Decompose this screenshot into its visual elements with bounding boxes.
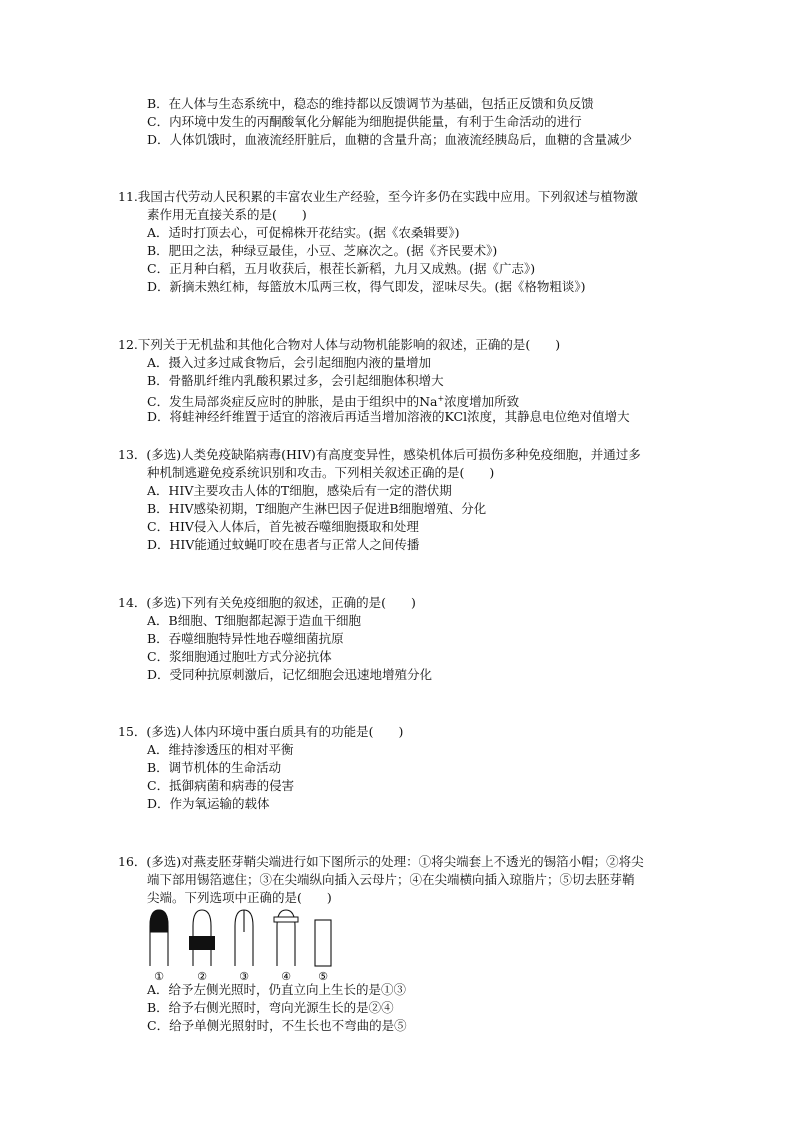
- q16-stem-line2: 端下部用锡箔遮住；③在尖端纵向插入云母片；④在尖端横向插入琼脂片；⑤切去胚芽鞘: [147, 872, 635, 887]
- q14-option-b: B．吞噬细胞特异性地吞噬细菌抗原: [147, 631, 344, 646]
- coleoptile-2-foil-band: [189, 910, 215, 966]
- prev-option-b: B．在人体与生态系统中，稳态的维持都以反馈调节为基础，包括正反馈和负反馈: [147, 96, 594, 111]
- coleoptile-3-mica-vertical: [235, 910, 253, 966]
- q15-option-d: D．作为氧运输的载体: [147, 796, 270, 811]
- q16-stem-line3: 尖端。下列选项中正确的是( ): [147, 890, 332, 905]
- q14-option-d: D．受同种抗原刺激后，记忆细胞会迅速地增殖分化: [147, 667, 433, 682]
- q12-option-c-superscript: +: [437, 394, 445, 403]
- q12-option-a: A．摄入过多过咸食物后，会引起细胞内液的量增加: [147, 355, 432, 370]
- q16-option-a: A．给予左侧光照时，仍直立向上生长的是①③: [147, 982, 407, 997]
- q15-option-b: B．调节机体的生命活动: [147, 760, 282, 775]
- q15-stem-line1: 15．(多选)人体内环境中蛋白质具有的功能是( ): [118, 724, 404, 739]
- q13-stem-line2: 种机制逃避免疫系统识别和攻击。下列相关叙述正确的是( ): [147, 465, 495, 480]
- q13-stem-line1: 13．(多选)人类免疫缺陷病毒(HIV)有高度变异性，感染机体后可损伤多种免疫细胞，并通过多: [118, 447, 641, 462]
- figure-label-3: ③: [239, 970, 249, 983]
- q14-stem-line1: 14．(多选)下列有关免疫细胞的叙述，正确的是( ): [118, 595, 416, 610]
- prev-option-c: C．内环境中发生的丙酮酸氧化分解能为细胞提供能量，有利于生命活动的进行: [147, 114, 582, 129]
- q13-option-a: A．HIV主要攻击人体的T细胞，感染后有一定的潜伏期: [147, 483, 452, 498]
- q13-option-d: D．HIV能通过蚊蝇叮咬在患者与正常人之间传播: [147, 537, 420, 552]
- q13-option-b: B．HIV感染初期，T细胞产生淋巴因子促进B细胞增殖、分化: [147, 501, 487, 516]
- q16-option-c: C．给予单侧光照射时，不生长也不弯曲的是⑤: [147, 1018, 407, 1033]
- coleoptile-1-foil-cap: [150, 910, 168, 966]
- q12-stem-line1: 12.下列关于无机盐和其他化合物对人体与动物机能影响的叙述，正确的是( ): [118, 337, 561, 352]
- q15-option-c: C．抵御病菌和病毒的侵害: [147, 778, 295, 793]
- q12-option-c-text: C．发生局部炎症反应时的肿胀，是由于组织中的Na: [147, 394, 438, 409]
- q11-option-a: A．适时打顶去心，可促棉株开花结实。(据《农桑辑要》): [147, 225, 460, 240]
- q16-option-b: B．给予右侧光照时，弯向光源生长的是②④: [147, 1000, 394, 1015]
- coleoptile-figure: [140, 906, 340, 984]
- prev-option-d: D．人体饥饿时，血液流经肝脏后，血糖的含量升高；血液流经胰岛后，血糖的含量减少: [147, 132, 633, 147]
- q11-option-d: D．新摘未熟红柿，每篮放木瓜两三枚，得气即发，涩味尽失。(据《格物粗谈》): [147, 279, 586, 294]
- q12-option-b: B．骨骼肌纤维内乳酸积累过多，会引起细胞体积增大: [147, 373, 444, 388]
- figure-label-5: ⑤: [318, 970, 328, 983]
- q12-option-d: D．将蛙神经纤维置于适宜的溶液后再适当增加溶液的KCl浓度，其静息电位绝对值增大: [147, 409, 630, 424]
- q13-option-c: C．HIV侵入人体后，首先被吞噬细胞摄取和处理: [147, 519, 419, 534]
- coleoptile-5-tip-removed: [315, 920, 331, 966]
- q14-option-c: C．浆细胞通过胞吐方式分泌抗体: [147, 649, 332, 664]
- q12-option-c-text-end: 浓度增加所致: [444, 394, 520, 409]
- figure-label-1: ①: [154, 970, 164, 983]
- q11-option-c: C．正月种白稻，五月收获后，根茬长新稻，九月又成熟。(据《广志》): [147, 261, 536, 276]
- q11-option-b: B．肥田之法，种绿豆最佳，小豆、芝麻次之。(据《齐民要术》): [147, 243, 498, 258]
- figure-label-2: ②: [197, 970, 207, 983]
- figure-label-4: ④: [281, 970, 291, 983]
- coleoptile-4-agar-horizontal: [274, 910, 298, 966]
- q16-stem-line1: 16．(多选)对燕麦胚芽鞘尖端进行如下图所示的处理：①将尖端套上不透光的锡箔小帽；②将尖: [118, 854, 644, 869]
- q15-option-a: A．维持渗透压的相对平衡: [147, 742, 294, 757]
- q11-stem-line1: 11.我国古代劳动人民积累的丰富农业生产经验，至今许多仍在实践中应用。下列叙述与植物激: [118, 189, 638, 204]
- q14-option-a: A．B细胞、T细胞都起源于造血干细胞: [147, 613, 362, 628]
- q11-stem-line2: 素作用无直接关系的是( ): [147, 207, 307, 222]
